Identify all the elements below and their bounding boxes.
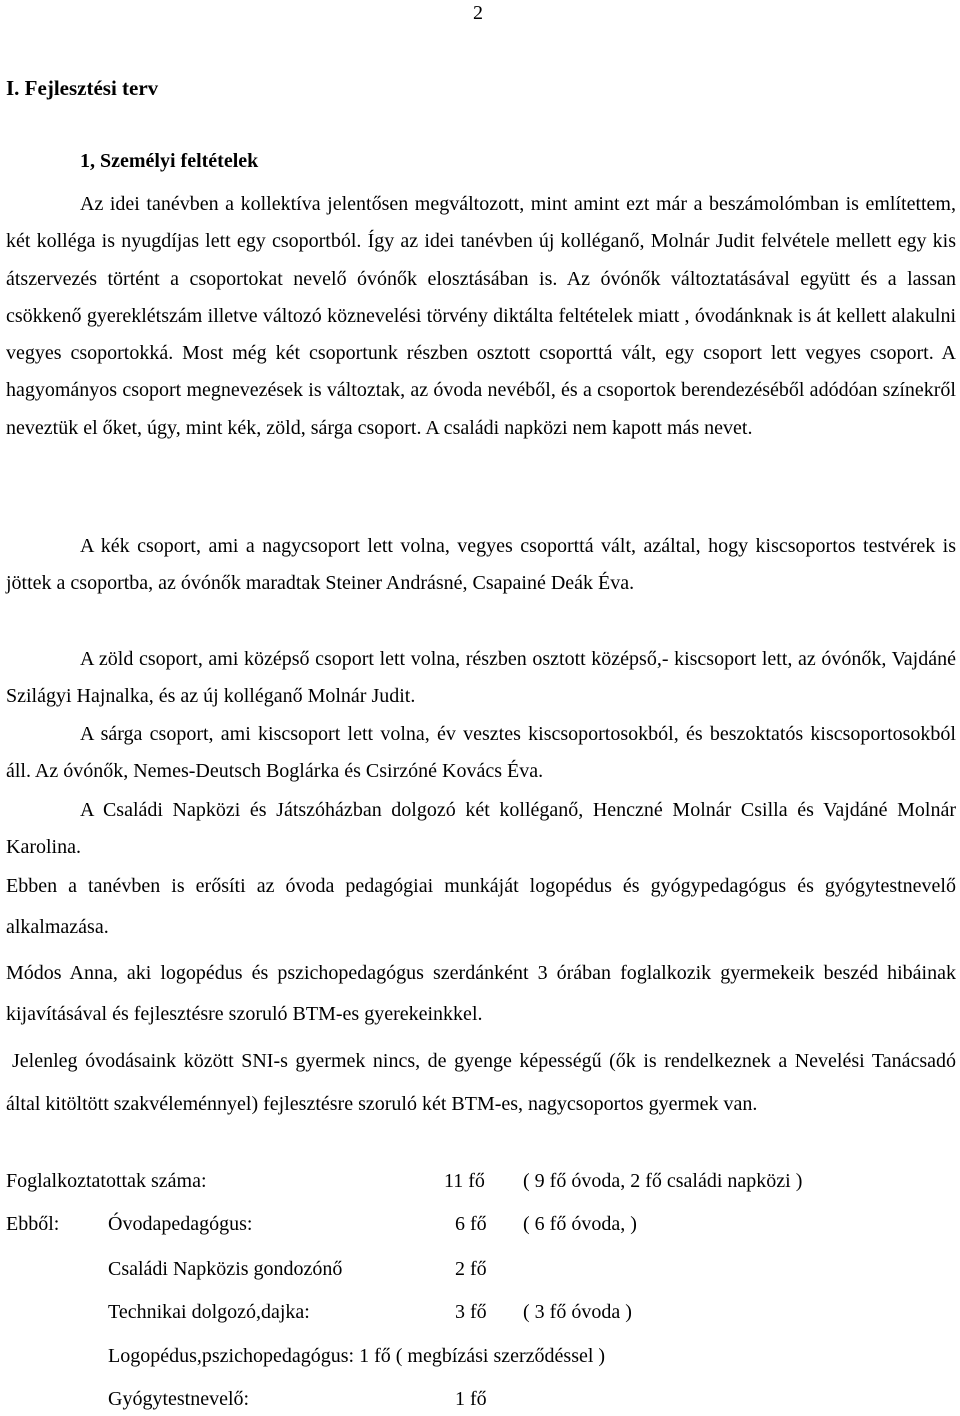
staff-row-note: ( 6 fő óvoda, ): [523, 1213, 637, 1235]
paragraph-ebben-a-tanevben: Ebben a tanévben is erősíti az óvoda pedagógiai munkáját logopédus és gyógypedagógus és gyógytestnevelő alkalmazása.: [6, 875, 956, 938]
staff-row-role: Óvodapedagógus:: [108, 1213, 253, 1235]
staff-row-role: Technikai dolgozó,dajka:: [108, 1301, 310, 1323]
paragraph-intro: Az idei tanévben a kollektíva jelentősen megváltozott, mint amint ezt már a beszámolómban is említettem, két kolléga is nyugdíjas lett egy csoportból. Így az idei tanévben új kolléganő, Molnár Judit felvétele mellett egy kis átszervezés történt a csoportokat nevelő óvónők elosztásában is. Az óvónők változtatásával együtt és a lassan csökkenő gyereklétszám illetve változó köznevelési törvény diktálta feltételek miatt , óvodánknak is át kellett alakulni vegyes csoportokká. Most még két csoportunk részben osztott csoporttá vált, egy csoport lett vegyes csoport. A hagyományos csoport megnevezések is változtak, az óvoda nevéből, és a csoportok berendezéséből adódóan színekről neveztük el őket, úgy, mint kék, zöld, sárga csoport. A családi napközi nem kapott más nevet.: [6, 193, 956, 439]
staff-total-note: ( 9 fő óvoda, 2 fő családi napközi ): [523, 1170, 803, 1192]
staff-row-count: 3 fő: [455, 1301, 487, 1323]
staff-row-note: ( 3 fő óvoda ): [523, 1301, 632, 1323]
paragraph-jelenleg: Jelenleg óvodásaink között SNI-s gyermek nincs, de gyenge képességű (ők is rendelkeznek a Nevelési Tanácsadó által kitöltött szakvéleménnyel) fejlesztésre szoruló két BTM-es, nagycsoportos gyermek van.: [6, 1050, 956, 1115]
staff-total-count: 11 fő: [444, 1170, 485, 1192]
staff-row-count: 6 fő: [455, 1213, 487, 1235]
page-number: 2: [473, 2, 483, 24]
paragraph-csaladi-napkozi: A Családi Napközi és Játszóházban dolgozó két kolléganő, Henczné Molnár Csilla és Vajdáné Molnár Karolina.: [6, 799, 956, 858]
staff-row-count: 2 fő: [455, 1258, 487, 1280]
paragraph-kek-csoport: A kék csoport, ami a nagycsoport lett volna, vegyes csoporttá vált, azáltal, hogy kiscsoportos testvérek is jöttek a csoportba, az óvónők maradtak Steiner Andrásné, Csapainé Deák Éva.: [6, 535, 956, 594]
paragraph-zold-csoport: A zöld csoport, ami középső csoport lett volna, részben osztott középső,- kiscsoport lett, az óvónők, Vajdáné Szilágyi Hajnalka, és az új kolléganő Molnár Judit.: [6, 648, 956, 707]
staff-row-count: 1 fő: [455, 1388, 487, 1410]
chapter-title: I. Fejlesztési terv: [6, 76, 159, 100]
section-heading: 1, Személyi feltételek: [80, 150, 259, 172]
staff-total-label: Foglalkoztatottak száma:: [6, 1170, 207, 1192]
paragraph-modos-anna: Módos Anna, aki logopédus és pszichopedagógus szerdánként 3 órában foglalkozik gyermekeik beszéd hibáinak kijavításával és fejlesztésre szoruló BTM-es gyerekeinkkel.: [6, 962, 956, 1025]
paragraph-sarga-csoport: A sárga csoport, ami kiscsoport lett volna, év vesztes kiscsoportosokból, és beszoktatós kiscsoportosokból áll. Az óvónők, Nemes-Deutsch Boglárka és Csirzóné Kovács Éva.: [6, 723, 956, 782]
staff-row-role: Logopédus,pszichopedagógus: 1 fő ( megbízási szerződéssel ): [108, 1345, 606, 1367]
staff-row-role: Gyógytestnevelő:: [108, 1388, 250, 1410]
staff-row-role: Családi Napközis gondozónő: [108, 1258, 343, 1280]
staff-of-which-label: Ebből:: [6, 1213, 60, 1235]
